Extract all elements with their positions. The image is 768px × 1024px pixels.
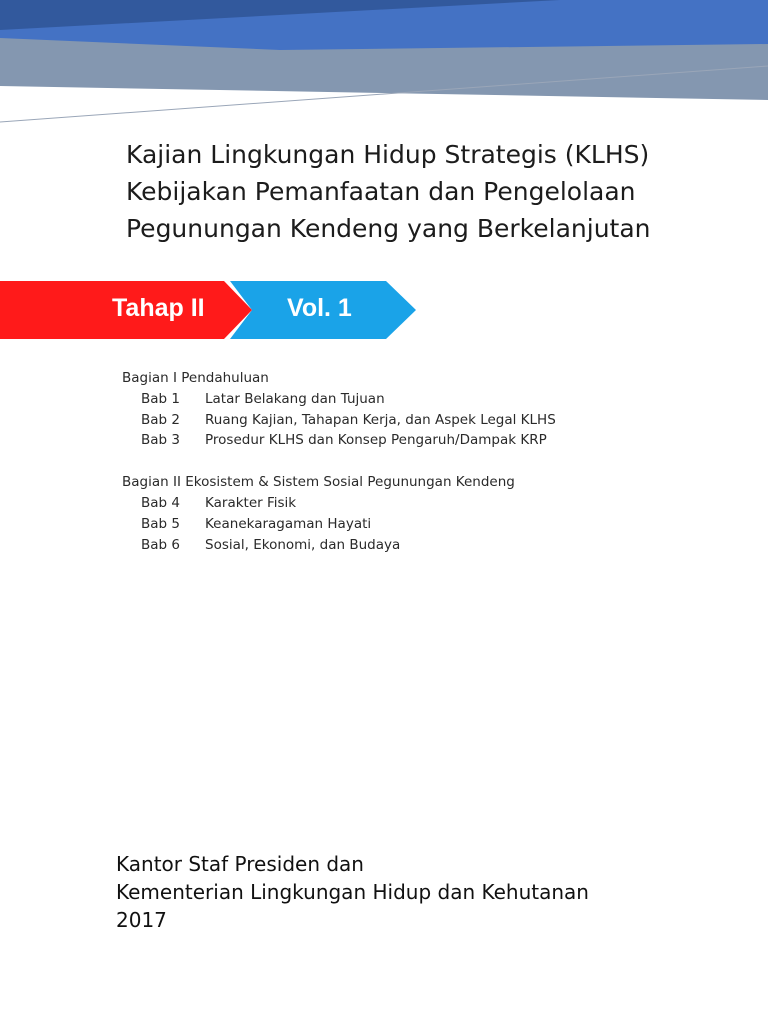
chapter-number: Bab 3 — [141, 432, 180, 449]
volume-label: Vol. 1 — [287, 294, 352, 322]
title-line-1: Kajian Lingkungan Hidup Strategis (KLHS) — [126, 140, 650, 169]
publisher-line-2: Kementerian Lingkungan Hidup dan Kehutanan — [116, 880, 589, 904]
chapter-number: Bab 2 — [141, 411, 180, 428]
chapter-title: Keanekaragaman Hayati — [205, 515, 372, 532]
table-of-contents — [122, 368, 556, 555]
chapter-row — [122, 389, 556, 410]
stage-label: Tahap II — [112, 294, 205, 322]
chapter-number: Bab 6 — [141, 536, 180, 553]
chapter-row — [122, 514, 556, 535]
chapter-row — [122, 430, 556, 451]
chapter-title: Ruang Kajian, Tahapan Kerja, dan Aspek Legal KLHS — [205, 411, 556, 428]
chapter-row — [122, 535, 556, 556]
document-title — [126, 136, 746, 247]
publication-year: 2017 — [116, 908, 167, 932]
publisher-block — [116, 850, 589, 934]
chapter-number: Bab 5 — [141, 515, 180, 532]
publisher-line-1: Kantor Staf Presiden dan — [116, 852, 364, 876]
header-decoration — [0, 0, 768, 130]
chapter-title: Prosedur KLHS dan Konsep Pengaruh/Dampak KRP — [205, 432, 547, 449]
stage-banner — [0, 281, 430, 341]
chapter-number: Bab 1 — [141, 390, 180, 407]
section-title: Bagian II Ekosistem & Sistem Sosial Pegunungan Kendeng — [122, 474, 515, 491]
chapter-title: Karakter Fisik — [205, 494, 297, 511]
chapter-row — [122, 493, 556, 514]
toc-section-1 — [122, 368, 556, 451]
chapter-title: Sosial, Ekonomi, dan Budaya — [205, 536, 401, 553]
chapter-row — [122, 410, 556, 431]
chapter-title: Latar Belakang dan Tujuan — [205, 390, 385, 407]
title-line-2: Kebijakan Pemanfaatan dan Pengelolaan — [126, 177, 636, 206]
title-line-3: Pegunungan Kendeng yang Berkelanjutan — [126, 214, 651, 243]
chapter-number: Bab 4 — [141, 494, 180, 511]
toc-section-2 — [122, 472, 556, 555]
section-title: Bagian I Pendahuluan — [122, 370, 269, 386]
